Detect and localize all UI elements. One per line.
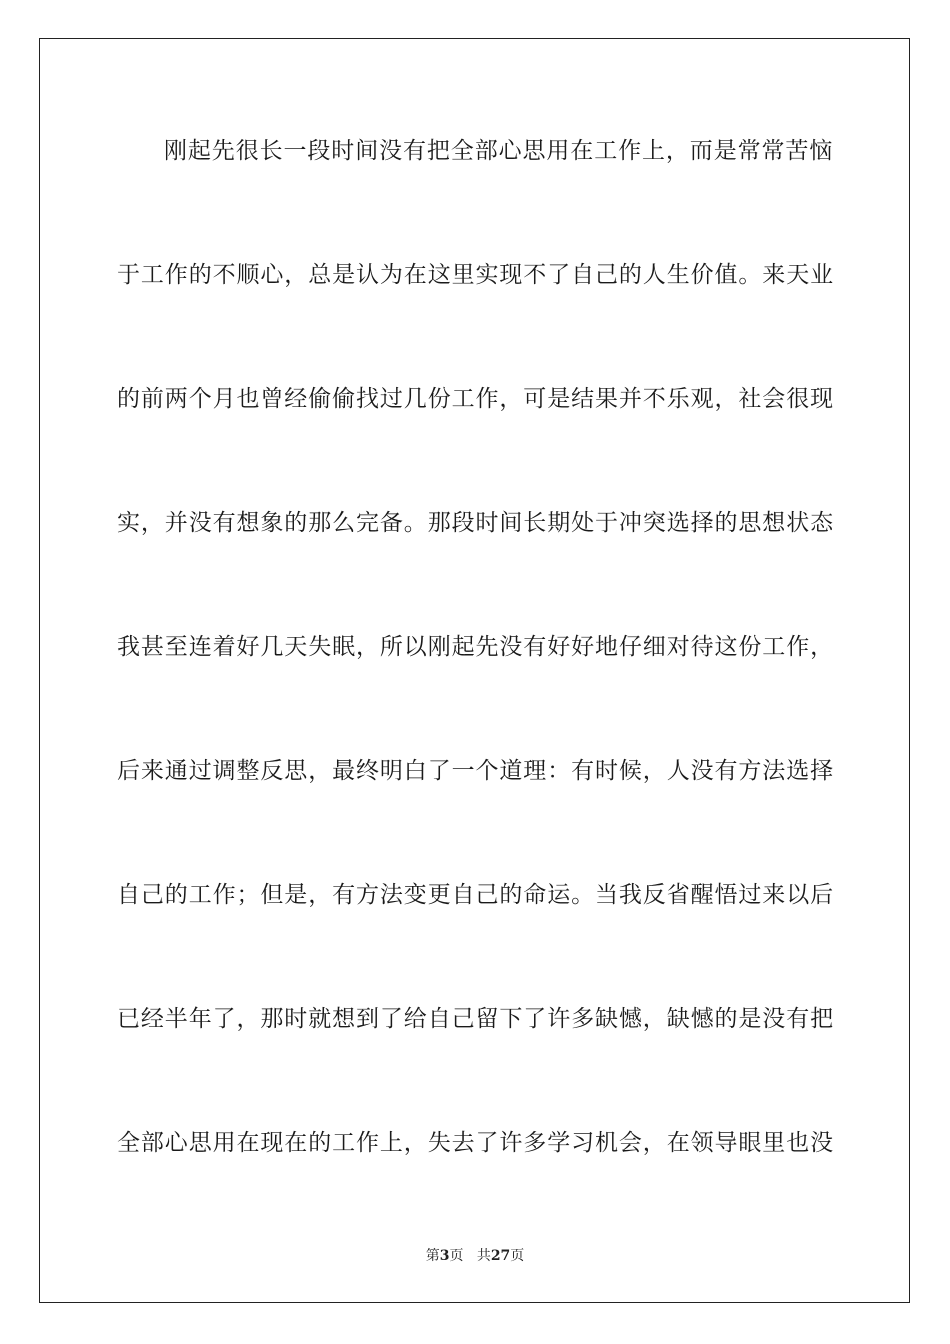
page-number: 3 (439, 1248, 450, 1264)
page-prefix: 第 (425, 1248, 440, 1264)
paragraph-line-7: 自己的工作；但是，有方法变更自己的命运。当我反省醒悟过来以后 (117, 882, 834, 908)
paragraph-line-4: 实，并没有想象的那么完备。那段时间长期处于冲突选择的思想状态 (117, 510, 834, 536)
paragraph-line-5: 我甚至连着好几天失眠，所以刚起先没有好好地仔细对待这份工作， (117, 634, 834, 660)
total-pages: 27 (490, 1248, 511, 1264)
total-suffix: 页 (510, 1248, 525, 1264)
paragraph-line-2: 于工作的不顺心，总是认为在这里实现不了自己的人生价值。来天业 (117, 262, 834, 288)
page-suffix: 页 (449, 1248, 464, 1264)
paragraph-line-8: 已经半年了，那时就想到了给自己留下了许多缺憾，缺憾的是没有把 (117, 1006, 834, 1032)
paragraph-line-1: 刚起先很长一段时间没有把全部心思用在工作上，而是常常苦恼 (164, 138, 834, 164)
paragraph-line-6: 后来通过调整反思，最终明白了一个道理：有时候，人没有方法选择 (117, 758, 834, 784)
page-border (39, 38, 910, 1303)
total-prefix: 共 (476, 1248, 491, 1264)
paragraph-line-9: 全部心思用在现在的工作上，失去了许多学习机会，在领导眼里也没 (117, 1130, 834, 1156)
paragraph-line-3: 的前两个月也曾经偷偷找过几份工作，可是结果并不乐观，社会很现 (117, 386, 834, 412)
page-footer (0, 1246, 950, 1266)
